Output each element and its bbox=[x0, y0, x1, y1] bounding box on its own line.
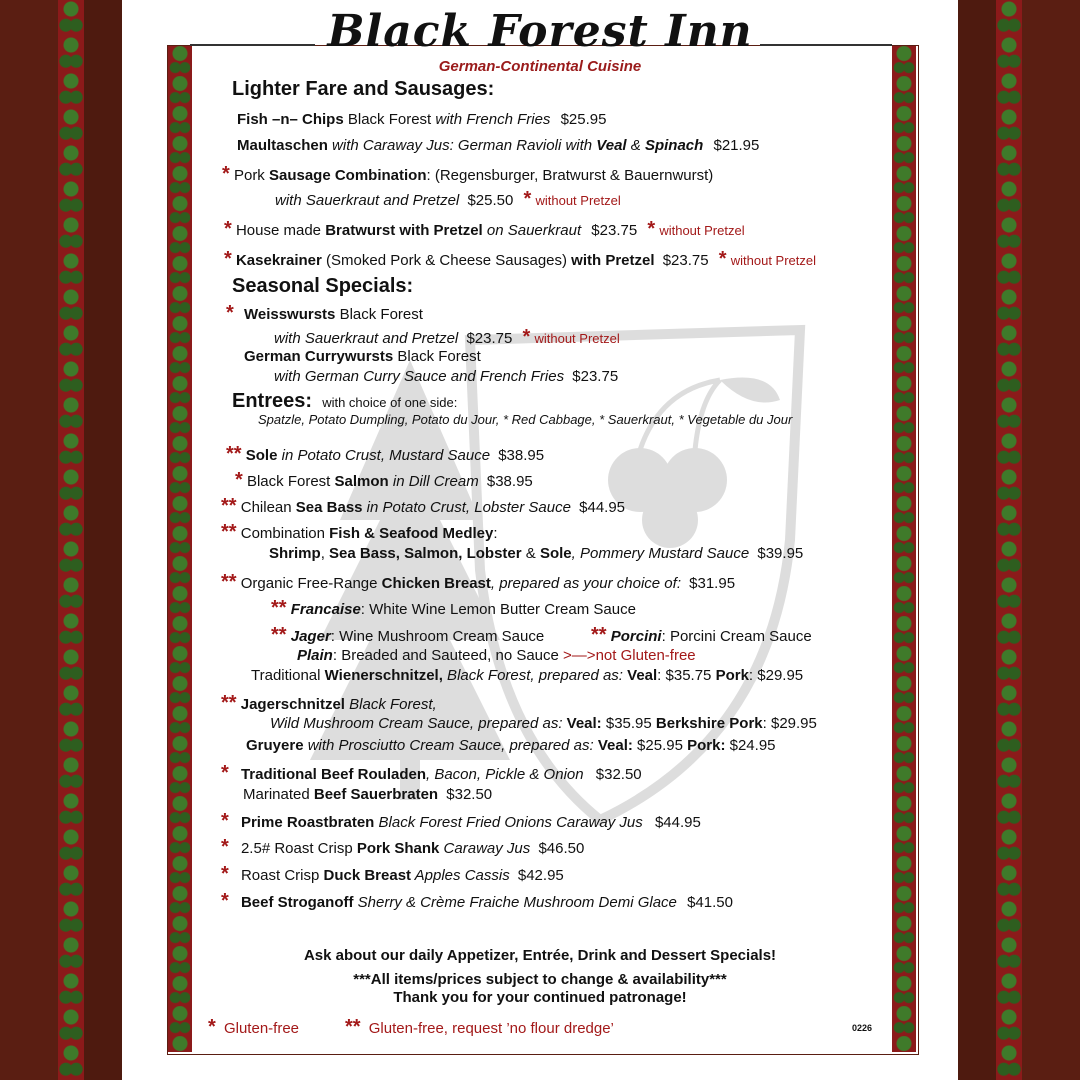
item-desc: Black Forest bbox=[393, 348, 481, 365]
title-rule-right bbox=[760, 44, 892, 46]
right-vine-border bbox=[996, 0, 1022, 1080]
item-desc: with Sauerkraut and Pretzel bbox=[274, 330, 459, 347]
gluten-free-marker: * bbox=[224, 248, 232, 270]
option-desc: : White Wine Lemon Butter Cream Sauce bbox=[360, 601, 636, 618]
item-name: Sea Bass bbox=[295, 499, 363, 516]
inner-left-vine bbox=[168, 46, 192, 1052]
option-name: Porcini bbox=[610, 628, 662, 645]
legend-label: Gluten-free bbox=[223, 1020, 300, 1037]
without-pretzel-note: without Pretzel bbox=[535, 193, 621, 208]
item-desc: Wild Mushroom Cream Sauce, prepared as: bbox=[270, 715, 567, 732]
item-desc: with German Curry Sauce and French Fries bbox=[274, 368, 565, 385]
without-pretzel-note: without Pretzel bbox=[659, 223, 745, 238]
menu-option-francaise bbox=[271, 597, 636, 619]
menu-item-kasekrainer bbox=[224, 248, 816, 270]
menu-item-maultaschen bbox=[237, 138, 759, 155]
menu-item-chicken-breast bbox=[221, 571, 735, 593]
option-desc: : Wine Mushroom Cream Sauce bbox=[330, 628, 545, 645]
item-price: $38.95 bbox=[498, 447, 545, 464]
menu-item-weisswursts-line2 bbox=[274, 326, 620, 348]
gluten-free-marker: * bbox=[208, 1016, 216, 1038]
menu-item-bratwurst bbox=[224, 218, 745, 240]
inner-right-vine bbox=[892, 46, 916, 1052]
item-price: $38.95 bbox=[486, 473, 533, 490]
item-name: Kasekrainer bbox=[235, 252, 322, 269]
item-prefix: Chilean bbox=[240, 499, 296, 516]
item-desc: with Caraway Jus: German Ravioli with bbox=[332, 137, 597, 154]
menu-item-duck-breast bbox=[221, 863, 564, 885]
option-desc: : Porcini Cream Sauce bbox=[661, 628, 812, 645]
menu-item-seafood-medley-line2 bbox=[269, 546, 803, 563]
pork-label: Pork bbox=[715, 667, 749, 684]
item-price: $25.50 bbox=[467, 192, 514, 209]
gluten-free-marker: * bbox=[221, 890, 229, 912]
menu-item-jagerschnitzel bbox=[221, 692, 437, 714]
title-rule-left bbox=[190, 44, 315, 46]
item-price: $44.95 bbox=[654, 814, 701, 831]
option-desc: : Breaded and Sauteed, no Sauce bbox=[332, 647, 564, 664]
item-punct: & bbox=[521, 545, 540, 562]
gluten-free-marker: * bbox=[522, 326, 531, 348]
item-desc: in Potato Crust, Lobster Sauce bbox=[362, 499, 571, 516]
item-desc-italic: with French Fries bbox=[435, 111, 551, 128]
item-name: Maultaschen bbox=[237, 137, 328, 154]
gluten-free-request-marker: ** bbox=[221, 692, 237, 714]
pork-price: : $29.95 bbox=[748, 667, 804, 684]
item-name: Jagerschnitzel bbox=[240, 696, 345, 713]
item-desc: , Bacon, Pickle & Onion bbox=[426, 766, 584, 783]
gluten-free-request-marker: ** bbox=[271, 624, 287, 646]
item-name: Traditional Beef Rouladen bbox=[240, 766, 426, 783]
item-desc: Caraway Jus bbox=[439, 840, 531, 857]
item-desc-bold: Sole bbox=[539, 545, 572, 562]
item-desc: Apples Cassis bbox=[411, 867, 510, 884]
item-punct: , bbox=[320, 545, 330, 562]
gluten-free-request-marker: ** bbox=[221, 495, 237, 517]
menu-item-currywursts bbox=[244, 349, 481, 366]
gluten-free-request-marker: ** bbox=[221, 571, 237, 593]
gluten-free-marker: * bbox=[221, 810, 229, 832]
item-price: $23.75 bbox=[662, 252, 709, 269]
menu-item-sauerbraten bbox=[243, 787, 492, 804]
item-name: Duck Breast bbox=[323, 867, 412, 884]
item-prefix: Pork bbox=[233, 167, 269, 184]
veal-price: : $35.75 bbox=[657, 667, 716, 684]
item-desc: , prepared as your choice of: bbox=[490, 575, 681, 592]
menu-item-prime-roastbraten bbox=[221, 810, 701, 832]
pork-label: Berkshire Pork bbox=[655, 715, 763, 732]
gluten-free-request-marker: ** bbox=[271, 597, 287, 619]
legend-gluten-free bbox=[208, 1016, 299, 1038]
menu-item-pork-shank bbox=[221, 836, 584, 858]
left-vine-border bbox=[58, 0, 84, 1080]
item-desc-bold: Veal bbox=[596, 137, 627, 154]
without-pretzel-note: without Pretzel bbox=[730, 253, 816, 268]
item-price: $31.95 bbox=[689, 575, 736, 592]
item-desc: & bbox=[626, 137, 645, 154]
section-heading-lighter: Lighter Fare and Sausages: bbox=[232, 78, 495, 100]
section-heading-seasonal: Seasonal Specials: bbox=[232, 275, 414, 297]
item-punct: : bbox=[493, 525, 498, 542]
menu-item-rouladen bbox=[221, 762, 642, 784]
item-prefix: Black Forest bbox=[246, 473, 335, 490]
menu-option-porcini bbox=[591, 624, 812, 646]
item-prefix: Organic Free-Range bbox=[240, 575, 382, 592]
item-desc: with Prosciutto Cream Sauce, prepared as: bbox=[303, 737, 598, 754]
item-price: $25.95 bbox=[560, 111, 607, 128]
menu-item-sausage-combination bbox=[222, 163, 713, 185]
menu-code: 0226 bbox=[852, 1023, 873, 1033]
item-price: $32.50 bbox=[446, 786, 493, 803]
item-prefix: 2.5# Roast Crisp bbox=[240, 840, 357, 857]
gluten-free-marker: * bbox=[224, 218, 232, 240]
legend-gluten-free-request bbox=[345, 1016, 614, 1038]
item-prefix: Combination bbox=[240, 525, 330, 542]
left-outer-border bbox=[0, 0, 62, 1080]
item-price: $23.75 bbox=[572, 368, 619, 385]
entrees-note: with choice of one side: bbox=[322, 395, 458, 410]
menu-item-sea-bass bbox=[221, 495, 625, 517]
veal-price: $25.95 bbox=[632, 737, 688, 754]
entrees-sides bbox=[258, 413, 792, 427]
item-desc-bold: Shrimp bbox=[269, 545, 321, 562]
item-price: $23.75 bbox=[466, 330, 513, 347]
menu-option-jager bbox=[271, 624, 544, 646]
veal-price: $35.95 bbox=[601, 715, 656, 732]
menu-item-stroganoff bbox=[221, 890, 733, 912]
item-prefix: Marinated bbox=[243, 786, 314, 803]
item-name: Weisswursts bbox=[243, 306, 336, 323]
restaurant-title: Black Forest Inn bbox=[327, 6, 753, 57]
item-prefix: House made bbox=[235, 222, 326, 239]
item-desc: Black Forest Fried Onions Caraway Jus bbox=[374, 814, 643, 831]
gluten-free-marker: * bbox=[647, 218, 656, 240]
legend-label: Gluten-free, request ’no flour dredge’ bbox=[368, 1020, 614, 1037]
sides-list: Spatzle, Potato Dumpling, Potato du Jour, * Red Cabbage, * Sauerkraut, * Vegetable du Jour bbox=[258, 412, 793, 427]
specials-note: Ask about our daily Appetizer, Entrée, Drink and Dessert Specials! bbox=[303, 947, 777, 964]
item-desc: in Dill Cream bbox=[388, 473, 479, 490]
not-gluten-free-note: >—>not Gluten-free bbox=[563, 647, 696, 664]
gluten-free-marker: * bbox=[222, 163, 230, 185]
right-brown-band bbox=[958, 0, 996, 1080]
item-price: $21.95 bbox=[713, 137, 760, 154]
item-desc: Black Forest, bbox=[344, 696, 437, 713]
item-name: Prime Roastbraten bbox=[240, 814, 375, 831]
item-desc-bold: Spinach bbox=[644, 137, 704, 154]
item-desc: in Potato Crust, Mustard Sauce bbox=[277, 447, 491, 464]
item-desc: : (Regensburger, Bratwurst & Bauernwurst) bbox=[426, 167, 714, 184]
menu-item-currywursts-line2 bbox=[274, 369, 618, 386]
entrees-heading: Entrees: bbox=[232, 390, 313, 412]
gluten-free-request-marker: ** bbox=[221, 521, 237, 543]
item-desc: Black Forest, prepared as: bbox=[442, 667, 628, 684]
item-price: $42.95 bbox=[517, 867, 564, 884]
item-price: $32.50 bbox=[595, 766, 642, 783]
gluten-free-request-marker: ** bbox=[226, 443, 242, 465]
item-name: Salmon bbox=[334, 473, 389, 490]
item-desc: with Sauerkraut and Pretzel bbox=[275, 192, 460, 209]
gluten-free-request-marker: ** bbox=[591, 624, 607, 646]
item-desc: Sherry & Crème Fraiche Mushroom Demi Glace bbox=[353, 894, 677, 911]
menu-item-salmon bbox=[235, 469, 533, 491]
menu-item-sole bbox=[226, 443, 544, 465]
item-price: $44.95 bbox=[579, 499, 626, 516]
item-desc: , Pommery Mustard Sauce bbox=[571, 545, 750, 562]
menu-option-plain bbox=[297, 648, 696, 665]
option-name: Francaise bbox=[290, 601, 361, 618]
item-name: Fish & Seafood Medley bbox=[329, 525, 494, 542]
option-name: Jager bbox=[290, 628, 331, 645]
item-name: Pork Shank bbox=[356, 840, 440, 857]
gluten-free-marker: * bbox=[221, 836, 229, 858]
gluten-free-marker: * bbox=[221, 863, 229, 885]
menu-item-gruyere bbox=[246, 738, 776, 755]
menu-item-wienerschnitzel bbox=[251, 668, 803, 685]
menu-item-seafood-medley bbox=[221, 521, 498, 543]
item-desc: (Smoked Pork & Cheese Sausages) bbox=[321, 252, 572, 269]
left-brown-band bbox=[84, 0, 122, 1080]
menu-item-weisswursts bbox=[226, 302, 423, 324]
item-price: $46.50 bbox=[538, 840, 585, 857]
menu-item-sausage-combination-line2 bbox=[275, 188, 621, 210]
gluten-free-marker: * bbox=[235, 469, 243, 491]
thank-you-note: Thank you for your continued patronage! bbox=[393, 989, 687, 1006]
restaurant-subtitle: German-Continental Cuisine bbox=[438, 58, 642, 75]
right-outer-border bbox=[1018, 0, 1080, 1080]
item-name: Beef Sauerbraten bbox=[313, 786, 439, 803]
item-name: Beef Stroganoff bbox=[240, 894, 354, 911]
item-name: Sausage Combination bbox=[268, 167, 427, 184]
item-price: $39.95 bbox=[757, 545, 804, 562]
item-name: Fish –n– Chips bbox=[237, 111, 344, 128]
item-desc: on Sauerkraut bbox=[482, 222, 582, 239]
availability-note: ***All items/prices subject to change & availability*** bbox=[353, 971, 727, 988]
gluten-free-request-marker: ** bbox=[345, 1016, 361, 1038]
item-name: Chicken Breast bbox=[381, 575, 491, 592]
pork-price: $24.95 bbox=[725, 737, 776, 754]
item-desc-bold: with Pretzel bbox=[571, 252, 655, 269]
item-name: Bratwurst with Pretzel bbox=[325, 222, 483, 239]
pork-price: : $29.95 bbox=[762, 715, 817, 732]
item-desc: Black Forest bbox=[335, 306, 423, 323]
gluten-free-marker: * bbox=[718, 248, 727, 270]
item-desc: Black Forest bbox=[347, 111, 436, 128]
item-prefix: Traditional bbox=[251, 667, 325, 684]
gluten-free-marker: * bbox=[221, 762, 229, 784]
item-name: Sole bbox=[245, 447, 278, 464]
gluten-free-marker: * bbox=[523, 188, 532, 210]
section-heading-entrees bbox=[232, 390, 457, 412]
without-pretzel-note: without Pretzel bbox=[534, 331, 620, 346]
option-name: Plain bbox=[297, 647, 333, 664]
gluten-free-marker: * bbox=[226, 302, 234, 324]
veal-label: Veal bbox=[627, 667, 658, 684]
pork-label: Pork: bbox=[687, 737, 726, 754]
item-prefix: Roast Crisp bbox=[240, 867, 324, 884]
menu-item-jagerschnitzel-line2 bbox=[270, 716, 817, 733]
item-desc-bold: Sea Bass, Salmon, Lobster bbox=[329, 545, 522, 562]
veal-label: Veal: bbox=[566, 715, 602, 732]
item-price: $23.75 bbox=[591, 222, 638, 239]
item-price: $41.50 bbox=[687, 894, 733, 911]
menu-item-fish-chips bbox=[237, 112, 606, 129]
item-name: Wienerschnitzel, bbox=[324, 667, 443, 684]
item-name: German Currywursts bbox=[244, 348, 394, 365]
item-name: Gruyere bbox=[246, 737, 304, 754]
veal-label: Veal: bbox=[597, 737, 633, 754]
